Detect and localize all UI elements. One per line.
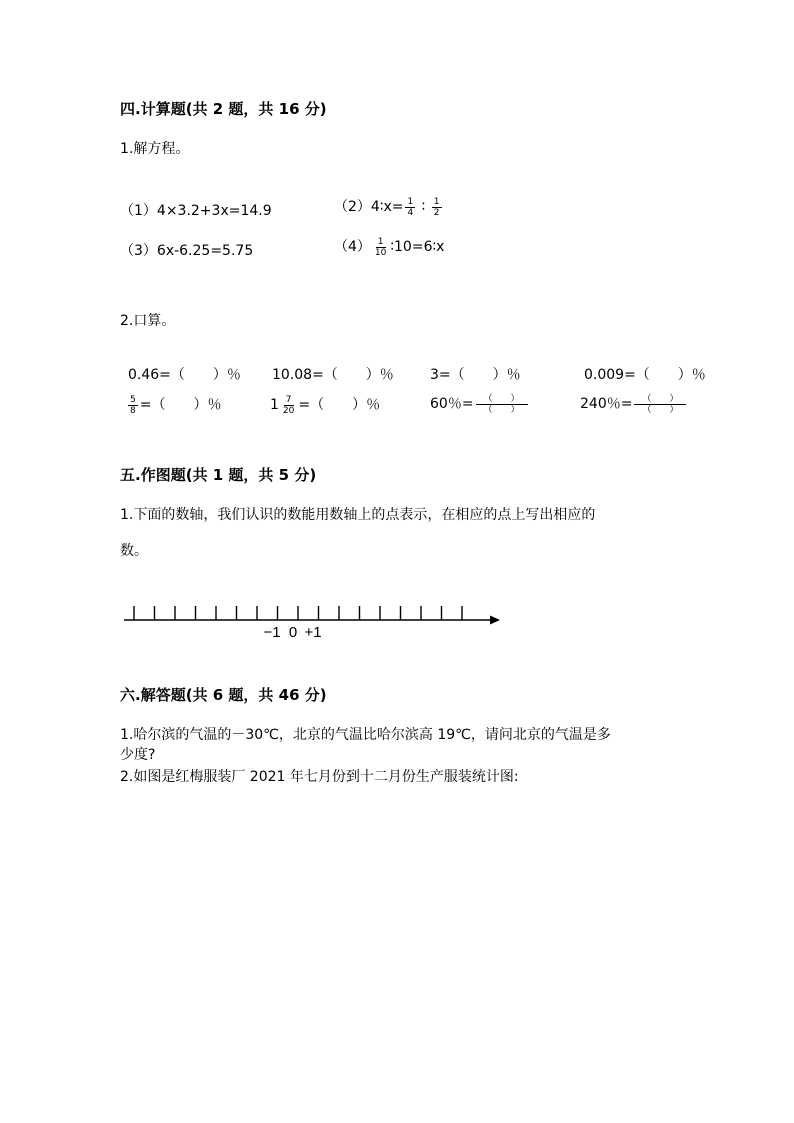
number-line-ticks [134, 606, 462, 620]
fraction-numerator: 5 [130, 394, 136, 405]
fraction-numerator: 1 [377, 236, 384, 247]
equation-2-colon: ∶ [421, 199, 426, 215]
equation-3: （3）6x-6.25=5.75 [120, 243, 254, 259]
number-line-label-negative-one: −1 [263, 624, 281, 641]
mental-math-3: 3=（ ）％ [430, 367, 521, 383]
mental-math-8-prefix: 240％= [580, 396, 633, 412]
question-5-1-line-2: 数。 [120, 543, 148, 559]
fraction-numerator: 1 [433, 196, 440, 207]
equation-4-prefix: （4） [334, 239, 371, 255]
section-6-title: 六.解答题(共 6 题，共 46 分) [120, 686, 327, 704]
mental-math-5-suffix: =（ ）％ [139, 397, 222, 413]
fraction-denominator: 20 [282, 405, 295, 416]
question-6-1-line-1: 1.哈尔滨的气温的－30℃，北京的气温比哈尔滨高 19℃，请问北京的气温是多 [120, 727, 611, 743]
mixed-number [270, 395, 298, 416]
mental-math-6 [270, 394, 380, 416]
mental-math-4: 0.009=（ ）％ [584, 367, 706, 383]
question-6-1-line-2: 少度? [120, 747, 156, 763]
mental-math-5-fraction [128, 395, 138, 416]
equation-2 [334, 196, 444, 218]
equation-2-prefix: （2）4∶x= [334, 199, 404, 215]
fraction-denominator-blank: （ ） [642, 404, 679, 415]
question-5-1-line-1: 1.下面的数轴，我们认识的数能用数轴上的点表示，在相应的点上写出相应的 [120, 507, 596, 523]
fraction-numerator-blank: （ ） [476, 394, 528, 405]
question-4-1-title: 1.解方程。 [120, 141, 190, 157]
question-4-2-title: 2.口算。 [120, 313, 176, 329]
mental-math-8-fraction [634, 394, 686, 415]
question-6-2: 2.如图是红梅服装厂 2021 年七月份到十二月份生产服装统计图: [120, 769, 519, 785]
fraction-denominator: 2 [433, 207, 440, 218]
equation-4-fraction [373, 237, 388, 258]
arrow-right-icon [490, 616, 500, 625]
equation-4 [334, 236, 444, 258]
equation-4-suffix: ∶10=6∶x [390, 239, 445, 255]
fraction-numerator: 7 [285, 394, 292, 405]
mental-math-2: 10.08=（ ）％ [272, 367, 394, 383]
mental-math-7 [430, 393, 530, 415]
mental-math-7-fraction [476, 394, 528, 415]
mixed-number-fraction [281, 395, 296, 416]
fraction-numerator: 1 [407, 196, 414, 207]
mental-math-6-suffix: =（ ）％ [298, 397, 381, 413]
fraction-denominator-blank: （ ） [483, 404, 520, 415]
number-line-label-zero: 0 [288, 624, 298, 641]
equation-2-fraction-1 [405, 197, 415, 218]
mixed-number-whole: 1 [270, 397, 279, 413]
section-5-title: 五.作图题(共 1 题，共 5 分) [120, 466, 317, 484]
fraction-denominator: 4 [407, 207, 414, 218]
mental-math-8 [580, 393, 688, 415]
equation-2-fraction-2 [432, 197, 442, 218]
equation-1: （1）4×3.2+3x=14.9 [120, 203, 272, 219]
fraction-denominator: 10 [374, 247, 387, 258]
mental-math-7-prefix: 60％= [430, 396, 474, 412]
mental-math-1: 0.46=（ ）％ [128, 367, 241, 383]
mental-math-5 [126, 394, 221, 416]
fraction-numerator-blank: （ ） [634, 394, 686, 405]
section-4-title: 四.计算题(共 2 题，共 16 分) [120, 100, 327, 118]
number-line [120, 596, 510, 644]
fraction-denominator: 8 [130, 405, 136, 416]
number-line-label-positive-one: +1 [304, 624, 322, 641]
